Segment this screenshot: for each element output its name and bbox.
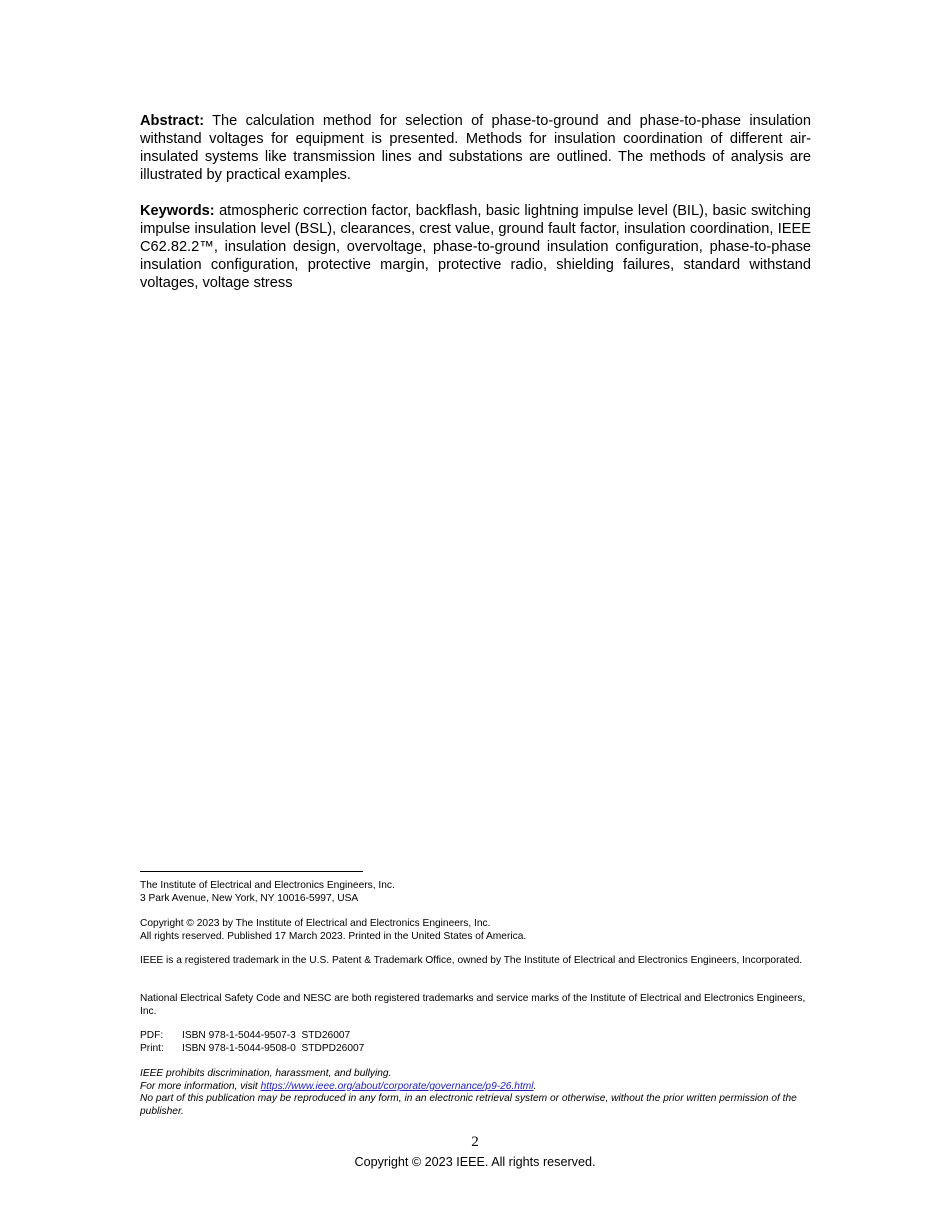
isbn-pdf-value: ISBN 978-1-5044-9507-3 STD26007: [182, 1030, 351, 1041]
abstract-paragraph: [140, 112, 811, 184]
policy-notice: [140, 1068, 812, 1118]
isbn-print-label: Print:: [140, 1042, 164, 1054]
isbn-print-value: ISBN 978-1-5044-9508-0 STDPD26007: [182, 1042, 365, 1054]
publisher-name: The Institute of Electrical and Electronics Engineers, Inc.: [140, 880, 395, 891]
ieee-trademark-notice: IEEE is a registered trademark in the U.S. Patent & Trademark Office, owned by The Institute of Electrical and Electronics Engineers, Incorporated.: [140, 955, 803, 966]
nesc-trademark-notice: National Electrical Safety Code and NESC are both registered trademarks and service marks of the Institute of Electrical and Electronics Engineers, Inc.: [140, 993, 806, 1017]
keywords-label: Keywords:: [140, 203, 215, 219]
isbn-block: [140, 1030, 812, 1055]
copyright-line-2: All rights reserved. Published 17 March 2023. Printed in the United States of America.: [140, 930, 527, 942]
notice-line-1: IEEE prohibits discrimination, harassment, and bullying.: [140, 1068, 392, 1079]
governance-link[interactable]: https://www.ieee.org/about/corporate/governance/p9-26.html: [260, 1080, 534, 1092]
abstract-label: Abstract:: [140, 113, 205, 129]
publisher-street: 3 Park Avenue, New York, NY 10016-5997, USA: [140, 892, 359, 904]
notice-line-2-prefix: For more information, visit: [140, 1080, 261, 1092]
keywords-paragraph: [140, 202, 811, 292]
page-copyright-footer: Copyright © 2023 IEEE. All rights reserved.: [354, 1155, 596, 1169]
page-number: 2: [471, 1134, 479, 1150]
notice-line-2: [140, 1081, 812, 1094]
footnote-divider: [140, 871, 363, 872]
notice-line-3: No part of this publication may be reproduced in any form, in an electronic retrieval system or otherwise, without the prior written permission of the publisher.: [140, 1093, 797, 1117]
copyright-notice: [140, 918, 812, 943]
keywords-text: atmospheric correction factor, backflash, basic lightning impulse level (BIL), basic switching impulse insulation level (BSL), clearances, crest value, ground fault factor, insulation coordination, IEEE C62.82.2™, insulation design, overvoltage, phase-to-ground insulation configuration, phase-to-phase insulation configuration, protective margin, protective radio, shielding failures, standard withstand voltages, voltage stress: [140, 203, 811, 291]
notice-line-2-suffix: .: [533, 1080, 537, 1092]
isbn-pdf-row: [140, 1030, 812, 1043]
isbn-pdf-label: PDF:: [140, 1030, 164, 1041]
copyright-line-1: Copyright © 2023 by The Institute of Electrical and Electronics Engineers, Inc.: [140, 918, 491, 929]
publisher-address: [140, 880, 812, 905]
abstract-text: The calculation method for selection of phase-to-ground and phase-to-phase insulation withstand voltages for equipment is presented. Methods for insulation coordination of different air-insulated systems like transmission lines and substations are outlined. The methods of analysis are illustrated by practical examples.: [140, 113, 811, 183]
isbn-print-row: [140, 1043, 812, 1056]
